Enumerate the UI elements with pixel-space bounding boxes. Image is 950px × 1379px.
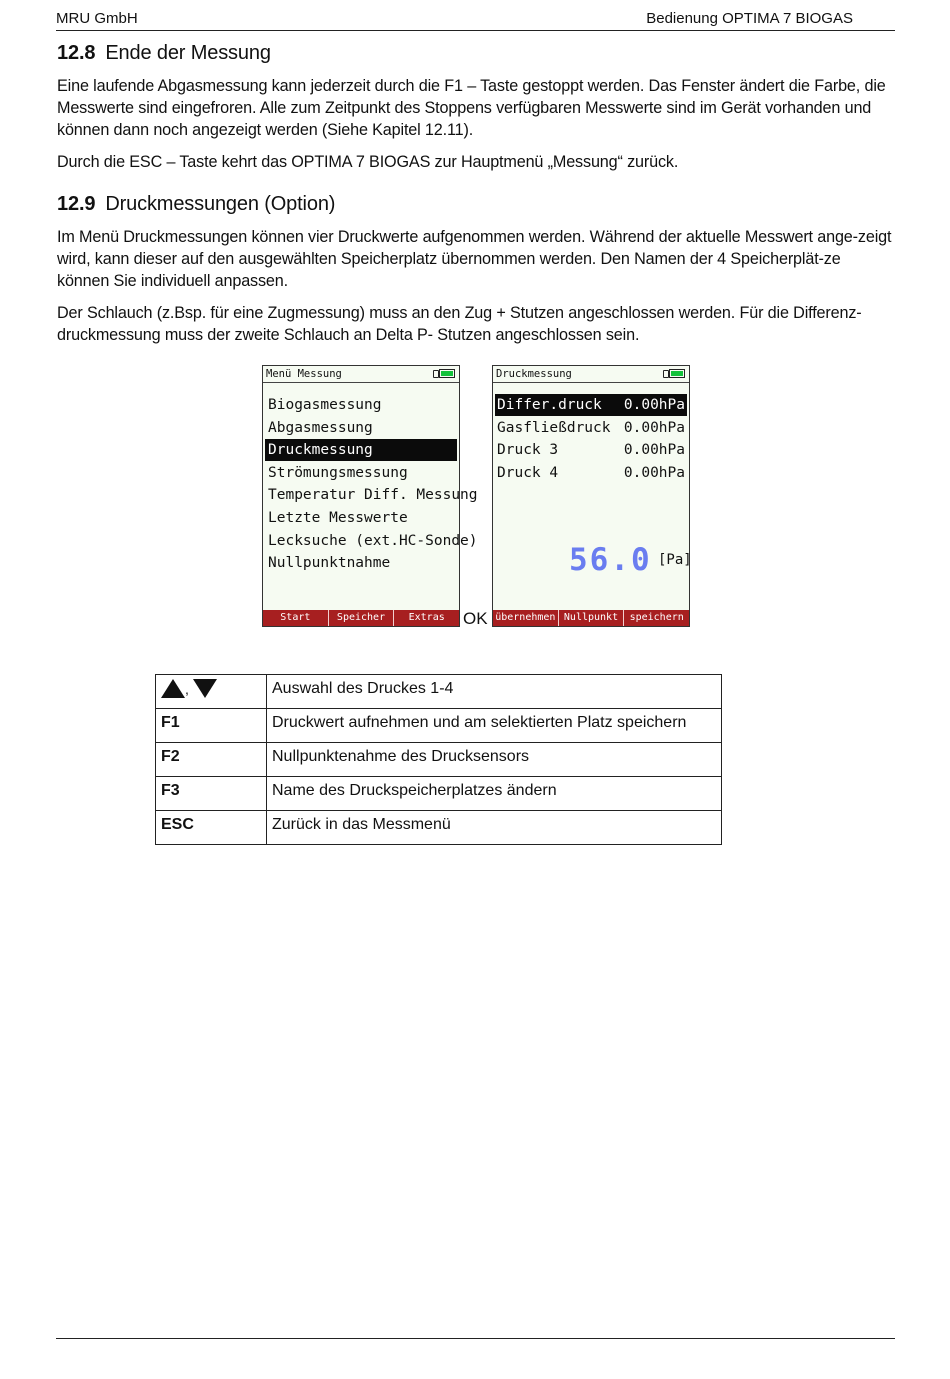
- header-company: MRU GmbH: [56, 10, 138, 27]
- table-row: [156, 675, 722, 709]
- screen-title-text: Menü Messung: [266, 368, 342, 380]
- triangle-up-icon: [161, 679, 185, 698]
- pressure-row[interactable]: [495, 462, 687, 484]
- desc-cell: Auswahl des Druckes 1-4: [267, 675, 722, 709]
- pressure-name: Druck 3: [497, 442, 559, 459]
- screen-title: [263, 366, 459, 383]
- menu-item[interactable]: Temperatur Diff. Messung: [268, 487, 478, 504]
- fkey-nullpunkt[interactable]: Nullpunkt: [559, 610, 625, 626]
- desc-cell: Name des Druckspeicherplatzes ändern: [267, 777, 722, 811]
- section-heading-12-8: [57, 40, 895, 66]
- pressure-value: 0.00hPa: [623, 442, 685, 459]
- menu-item[interactable]: Druckmessung: [265, 439, 457, 461]
- table-row: [156, 709, 722, 743]
- pressure-value: 0.00hPa: [623, 419, 685, 436]
- key-cell: [156, 675, 267, 709]
- pressure-name: Druck 4: [497, 464, 559, 481]
- table-row: [156, 743, 722, 777]
- header-title: Bedienung OPTIMA 7 BIOGAS: [646, 10, 853, 27]
- fkey-start[interactable]: Start: [263, 610, 329, 626]
- menu-item[interactable]: Strömungsmessung: [268, 464, 408, 481]
- pressure-row[interactable]: [495, 439, 687, 461]
- menu-item[interactable]: Nullpunktnahme: [268, 555, 391, 572]
- menu-item[interactable]: Lecksuche (ext.HC-Sonde): [268, 532, 478, 549]
- paragraph: Der Schlauch (z.Bsp. für eine Zugmessung) muss an den Zug + Stutzen angeschlossen werden. Für die Differenz-druckmessung muss der zweite Schlauch an Delta P- Stutzen angeschlossen sein.: [57, 304, 862, 344]
- key-cell: F3: [156, 777, 267, 811]
- fkey-extras[interactable]: Extras: [408, 612, 445, 623]
- pressure-unit: [Pa]: [658, 552, 692, 568]
- key-table: [155, 674, 722, 845]
- screen-title-text: Druckmessung: [496, 368, 572, 380]
- footer-divider: [56, 1338, 895, 1339]
- pressure-name: Differ.druck: [497, 397, 602, 413]
- device-screens: [262, 365, 692, 627]
- screen-title: [493, 366, 689, 383]
- pressure-value: 0.00hPa: [623, 464, 685, 481]
- key-cell: ESC: [156, 811, 267, 845]
- desc-cell: Nullpunktenahme des Drucksensors: [267, 743, 722, 777]
- section-title: Druckmessungen (Option): [105, 193, 336, 215]
- key-cell: F1: [156, 709, 267, 743]
- paragraph: Eine laufende Abgasmessung kann jederzeit durch die F1 – Taste gestoppt werden. Das Fenster ändert die Farbe, die Messwerte sind eingefroren. Alle zum Zeitpunkt des Stoppens verfügbaren Messwerte sind im Gerät vorhanden und können dann noch angezeigt werden (Siehe Kapitel 12.11).: [57, 77, 886, 139]
- pressure-row[interactable]: [495, 417, 687, 439]
- pressure-name: Gasfließdruck: [497, 419, 611, 436]
- fkey-speicher[interactable]: Speicher: [329, 610, 395, 626]
- desc-cell: Druckwert aufnehmen und am selektierten Platz speichern: [267, 709, 722, 743]
- function-key-bar: [493, 610, 689, 626]
- menu-item[interactable]: Biogasmessung: [268, 397, 382, 413]
- pressure-screen: [492, 365, 690, 627]
- menu-item[interactable]: Abgasmessung: [268, 419, 373, 436]
- section-number: 12.8: [57, 42, 96, 64]
- paragraph: Im Menü Druckmessungen können vier Druckwerte aufgenommen werden. Während der aktuelle Messwert ange-zeigt wird, kann dieser auf den ausgewählten Speicherplatz übernommen werden. Den Namen der 4 Speicherplät-ze können Sie individuell anpassen.: [57, 228, 892, 290]
- pressure-row[interactable]: [495, 394, 687, 416]
- section-title: Ende der Messung: [105, 42, 271, 64]
- battery-icon: [663, 369, 685, 378]
- key-cell: F2: [156, 743, 267, 777]
- fkey-speichern[interactable]: speichern: [629, 612, 684, 623]
- battery-icon: [433, 369, 455, 378]
- paragraph: Durch die ESC – Taste kehrt das OPTIMA 7 BIOGAS zur Hauptmenü „Messung“ zurück.: [57, 153, 679, 171]
- table-row: [156, 811, 722, 845]
- function-key-bar: [263, 610, 459, 626]
- section-number: 12.9: [57, 193, 96, 215]
- menu-item[interactable]: Letzte Messwerte: [268, 510, 408, 526]
- table-row: [156, 777, 722, 811]
- pressure-big-value: 56.0: [569, 542, 652, 578]
- fkey-uebernehmen[interactable]: übernehmen: [493, 610, 559, 626]
- triangle-down-icon: [193, 679, 217, 698]
- desc-cell: Zurück in das Messmenü: [267, 811, 722, 845]
- arrow-separator: ,: [185, 681, 189, 697]
- ok-label: OK: [463, 609, 488, 628]
- section-heading-12-9: [57, 191, 895, 217]
- page-content: [57, 40, 895, 356]
- page-header: [56, 8, 895, 31]
- pressure-value: 0.00hPa: [623, 397, 685, 413]
